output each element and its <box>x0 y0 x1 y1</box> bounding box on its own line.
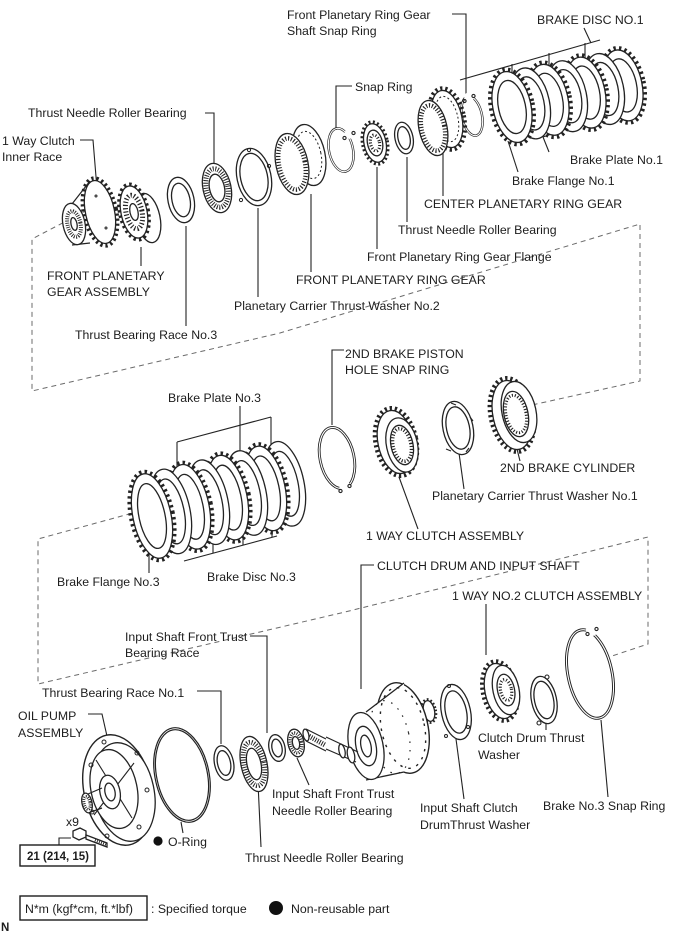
label-brake-plate-no3: Brake Plate No.3 <box>168 391 261 405</box>
part-o-ring <box>146 722 219 827</box>
part-clutch-drum-thrust-washer <box>527 674 561 726</box>
label-front-planetary-gear-assembly: FRONT PLANETARY <box>47 269 165 283</box>
label-input-shaft-clutch-drum-thrust-washer: Input Shaft Clutch <box>420 801 518 815</box>
part-1-way-clutch-inner-race <box>59 175 123 248</box>
label-planetary-carrier-thrust-washer-no1: Planetary Carrier Thrust Washer No.1 <box>432 489 638 503</box>
part-brake-disc-stack-no1 <box>484 44 652 149</box>
label-input-shaft-clutch-drum-thrust-washer-2: DrumThrust Washer <box>420 818 531 832</box>
part-snap-ring <box>325 126 358 174</box>
label-1-way-clutch-inner-race-2: Inner Race <box>2 150 63 164</box>
page-corner-mark: N <box>1 922 10 933</box>
label-input-shaft-front-trust-bearing-race-2: Bearing Race <box>125 646 200 660</box>
label-brake-disc-no1: BRAKE DISC NO.1 <box>537 13 644 27</box>
label-front-planetary-ring-gear: FRONT PLANETARY RING GEAR <box>296 273 486 287</box>
part-input-shaft-clutch-drum-thrust-washer <box>436 682 476 743</box>
part-front-planetary-ring-gear-flange <box>358 119 391 166</box>
label-input-shaft-front-trust-bearing-race: Input Shaft Front Trust <box>125 630 248 644</box>
legend <box>20 896 390 920</box>
label-brake-flange-no1: Brake Flange No.1 <box>512 174 615 188</box>
label-thrust-needle-roller-bearing-mid: Thrust Needle Roller Bearing <box>398 223 557 237</box>
part-thrust-needle-roller-bearing-bottom <box>235 734 272 794</box>
part-brake-stack-no3 <box>122 438 312 565</box>
label-1-way-clutch-inner-race: 1 Way Clutch <box>2 134 75 148</box>
label-center-planetary-ring-gear: CENTER PLANETARY RING GEAR <box>424 197 623 211</box>
legend-unit-text: N*m (kgf*cm, ft.*lbf) <box>25 902 133 916</box>
label-thrust-needle-roller-bearing-top: Thrust Needle Roller Bearing <box>28 106 187 120</box>
torque-spec-value: 21 (214, 15) <box>27 851 90 863</box>
label-brake-no3-snap-ring: Brake No.3 Snap Ring <box>543 799 666 813</box>
part-thrust-needle-roller-bearing-top <box>198 161 236 216</box>
non-reusable-dot-o-ring <box>153 836 162 845</box>
part-2nd-brake-cylinder <box>484 374 542 455</box>
label-planetary-carrier-thrust-washer-no2: Planetary Carrier Thrust Washer No.2 <box>234 299 440 313</box>
label-brake-disc-no3: Brake Disc No.3 <box>207 570 296 584</box>
label-2nd-brake-piston-hole-snap-ring: 2ND BRAKE PISTON <box>345 347 464 361</box>
label-clutch-drum-thrust-washer: Clutch Drum Thrust <box>478 731 585 745</box>
label-oil-pump-assembly-2: ASSEMBLY <box>18 726 84 740</box>
label-front-ring-gear-shaft-snap-ring: Front Planetary Ring Gear <box>287 8 431 22</box>
part-input-shaft-front-trust-bearing-race <box>266 733 287 763</box>
label-bolt-count: x9 <box>66 815 79 829</box>
legend-non-reusable: Non-reusable part <box>291 902 390 916</box>
label-thrust-bearing-race-no1: Thrust Bearing Race No.1 <box>42 686 185 700</box>
label-brake-flange-no3: Brake Flange No.3 <box>57 575 160 589</box>
label-front-planetary-ring-gear-flange: Front Planetary Ring Gear Flange <box>367 250 552 264</box>
label-thrust-bearing-race-no3: Thrust Bearing Race No.3 <box>75 328 218 342</box>
part-thrust-bearing-race-no3 <box>164 175 199 225</box>
label-brake-plate-no1: Brake Plate No.1 <box>570 153 663 167</box>
part-2nd-brake-piston-hole-snap-ring <box>314 424 360 492</box>
part-thrust-needle-roller-bearing-mid <box>392 120 416 155</box>
part-planetary-carrier-thrust-washer-no1 <box>438 398 479 457</box>
part-clutch-drum-and-input-shaft <box>302 678 438 783</box>
label-oil-pump-assembly: OIL PUMP <box>18 709 77 723</box>
part-brake-no3-snap-ring <box>559 624 621 723</box>
part-1-way-clutch-assembly <box>369 405 423 480</box>
part-thrust-bearing-race-no1 <box>211 744 237 782</box>
label-1-way-clutch-assembly: 1 WAY CLUTCH ASSEMBLY <box>366 529 525 543</box>
label-clutch-drum-and-input-shaft: CLUTCH DRUM AND INPUT SHAFT <box>377 559 580 573</box>
torque-spec <box>20 845 95 866</box>
part-front-planetary-ring-gear <box>270 121 331 197</box>
part-1-way-no2-clutch-assembly <box>477 658 524 724</box>
label-input-shaft-front-trust-needle-roller-bearing-2: Needle Roller Bearing <box>272 804 393 818</box>
part-center-planetary-ring-gear <box>413 85 470 158</box>
label-thrust-needle-roller-bearing-bottom: Thrust Needle Roller Bearing <box>245 851 404 865</box>
label-clutch-drum-thrust-washer-2: Washer <box>478 748 520 762</box>
part-oil-pump-assembly <box>73 728 164 852</box>
non-reusable-dot-legend <box>269 901 283 915</box>
part-planetary-carrier-thrust-washer-no2 <box>231 145 276 209</box>
label-snap-ring: Snap Ring <box>355 80 413 94</box>
part-front-planetary-gear-assembly <box>114 182 164 245</box>
label-2nd-brake-cylinder: 2ND BRAKE CYLINDER <box>500 461 636 475</box>
legend-specified-torque: : Specified torque <box>151 902 247 916</box>
label-o-ring: O-Ring <box>168 835 207 849</box>
label-front-ring-gear-shaft-snap-ring-2: Shaft Snap Ring <box>287 24 377 38</box>
label-2nd-brake-piston-hole-snap-ring-2: HOLE SNAP RING <box>345 363 450 377</box>
label-1-way-no2-clutch-assembly: 1 WAY NO.2 CLUTCH ASSEMBLY <box>452 589 643 603</box>
label-front-planetary-gear-assembly-2: GEAR ASSEMBLY <box>47 285 150 299</box>
label-input-shaft-front-trust-needle-roller-bearing: Input Shaft Front Trust <box>272 787 395 801</box>
